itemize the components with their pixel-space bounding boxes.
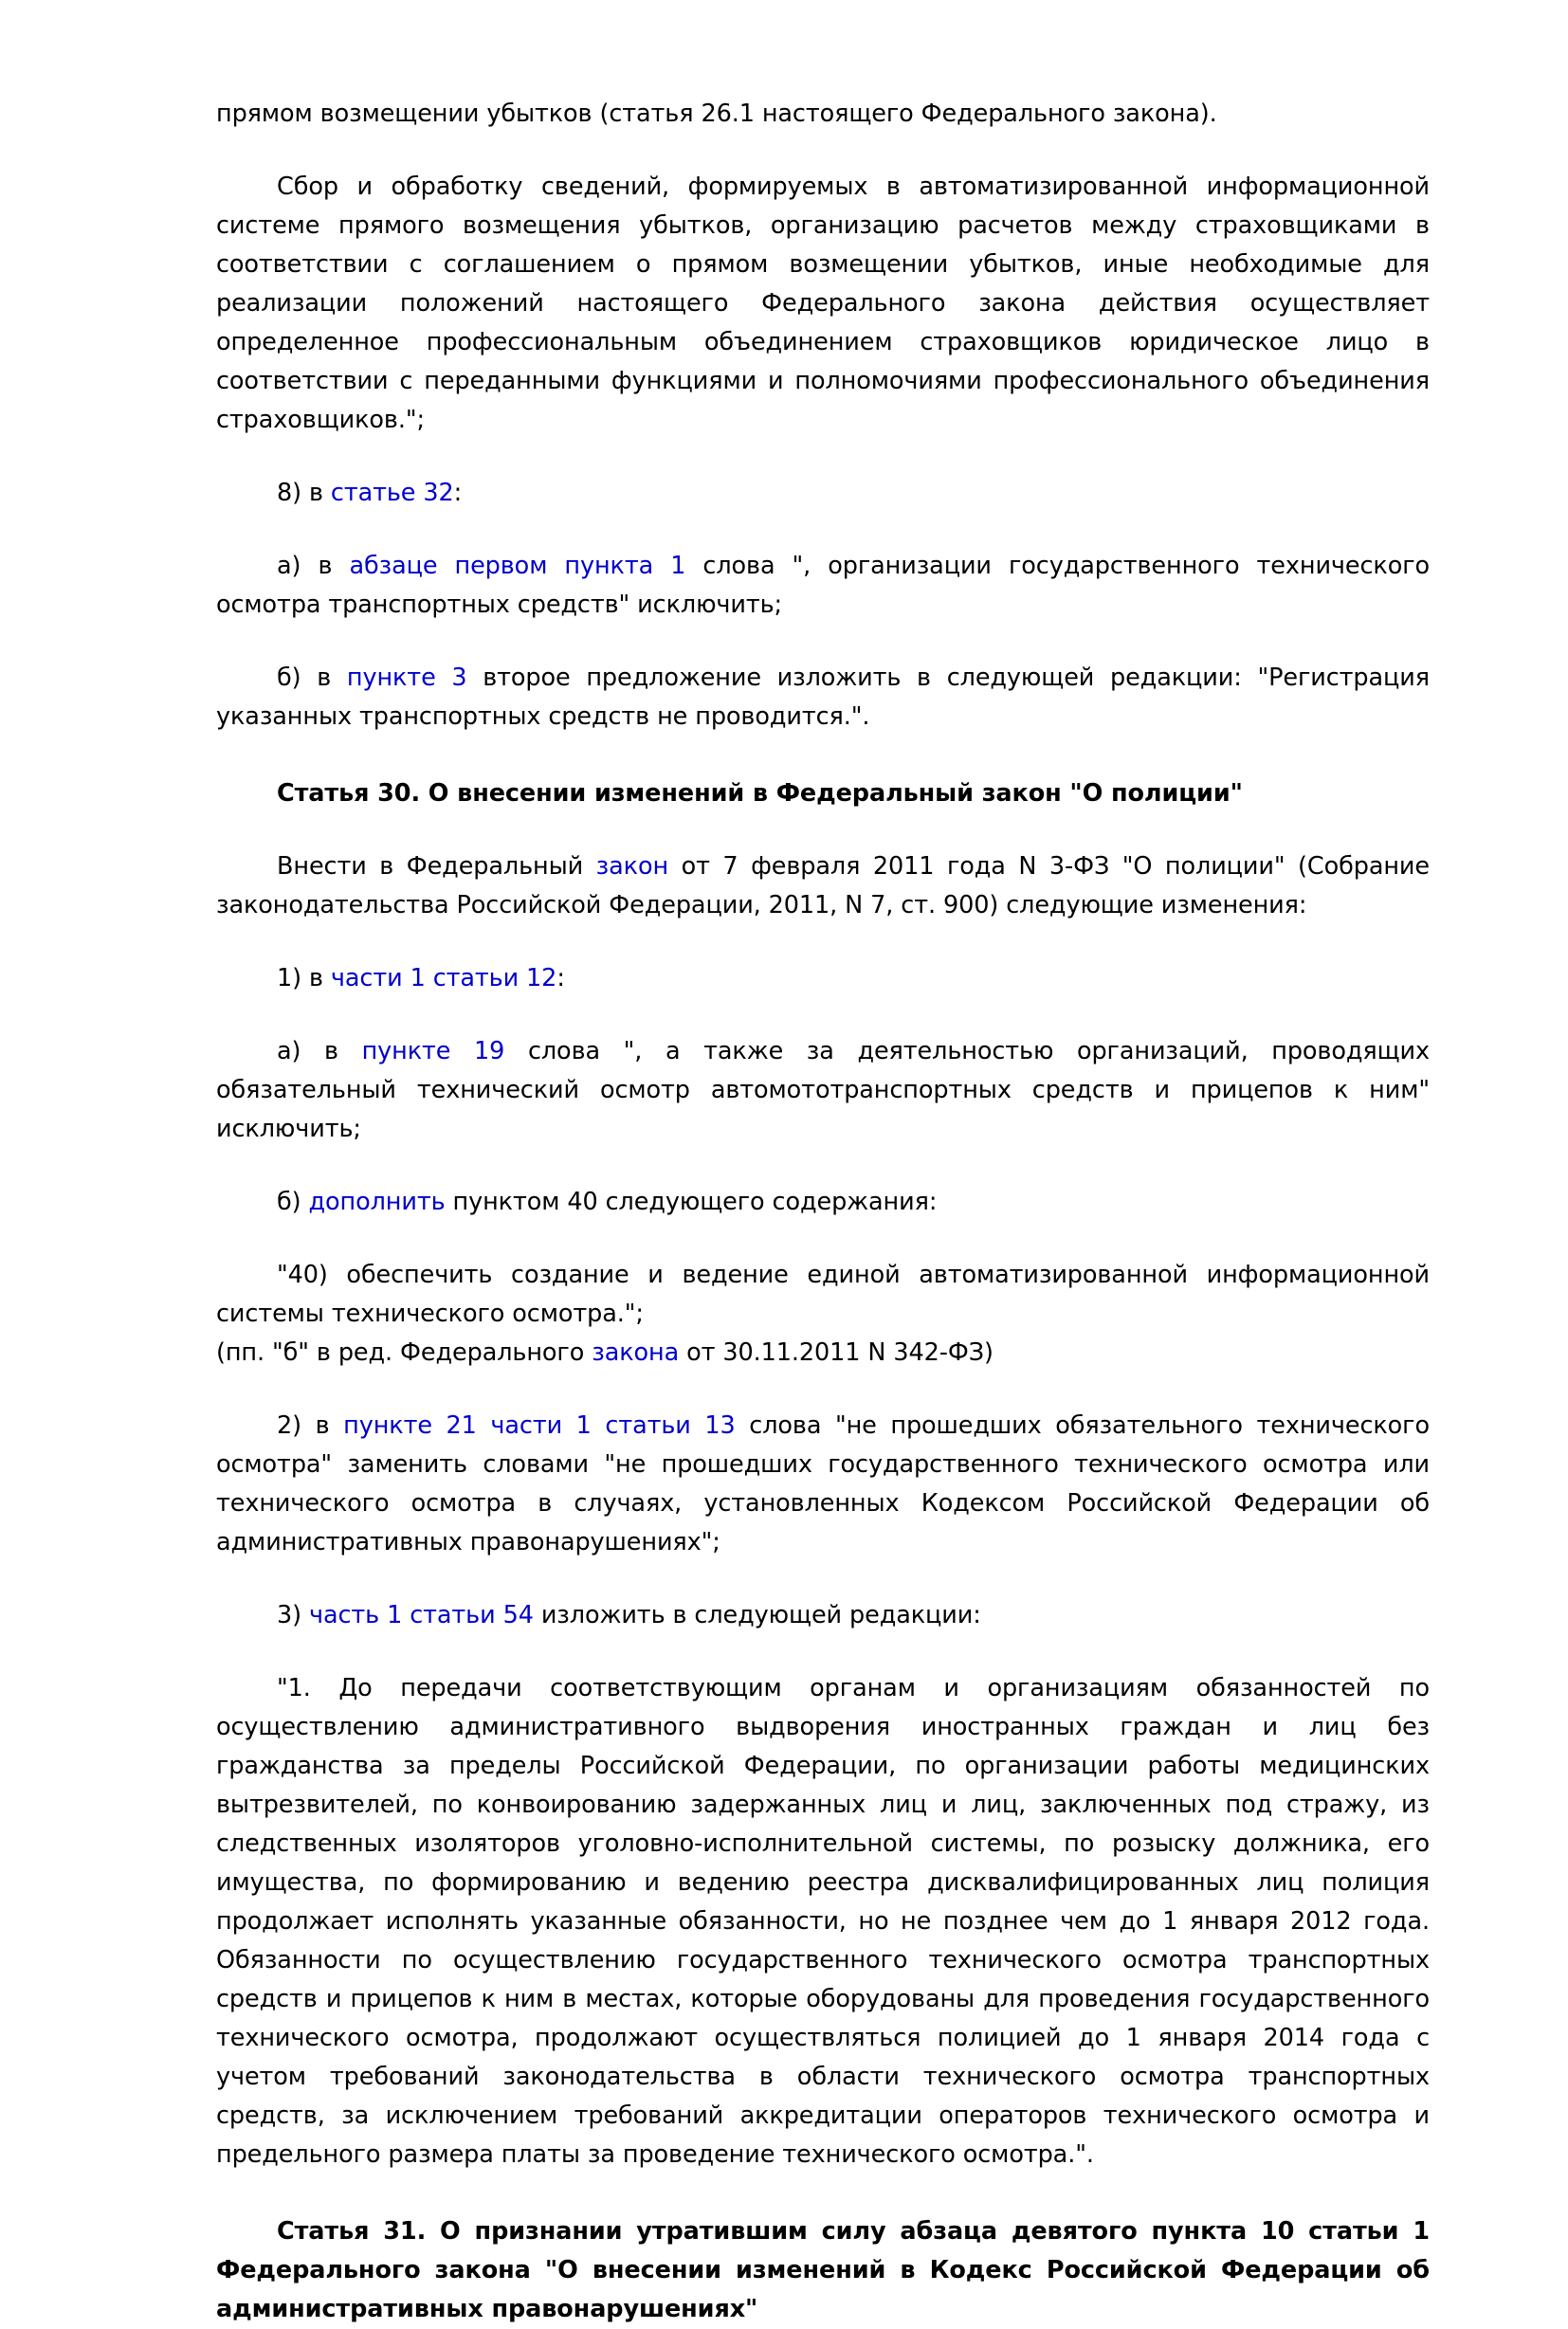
- link-item-3[interactable]: пункте 3: [346, 664, 467, 692]
- list-item-1a: [216, 1032, 1430, 1149]
- list-item-1: [216, 959, 1430, 998]
- list-item-3-prefix: 3): [277, 1601, 309, 1629]
- list-item-2: [216, 1407, 1430, 1562]
- quote-item-40: "40) обеспечить создание и ведение единой автоматизированной информационной системы технического осмотра.";: [216, 1261, 1430, 1328]
- link-item-19[interactable]: пункте 19: [361, 1037, 505, 1065]
- list-item-1-prefix: 1) в: [277, 964, 331, 992]
- list-item-2-prefix: 2) в: [277, 1411, 344, 1440]
- list-item-8: [216, 474, 1430, 513]
- list-item-1b-suffix: пунктом 40 следующего содержания:: [445, 1188, 938, 1216]
- link-federal-law[interactable]: закон: [595, 852, 669, 881]
- list-item-8b: [216, 659, 1430, 737]
- editorial-note-b-suffix: от 30.11.2011 N 342-ФЗ): [679, 1338, 994, 1367]
- quote-part-1-article-54: "1. До передачи соответствующим органам и организациям обязанностей по осуществлению административного выдворения иностранных граждан и лиц без гражданства за пределы Российской Федерации, по организации работы медицинских вытрезвителей, по конвоированию задержанных лиц и лиц, заключенных под стражу, из следственных изоляторов уголовно-исполнительной системы, по розыску должника, его имущества, по формированию и ведению реестра дисквалифицированных лиц полиция продолжает исполнять указанные обязанности, но не позднее чем до 1 января 2012 года. Обязанности по осуществлению государственного технического осмотра транспортных средств и прицепов к ним в местах, которые оборудованы для проведения государственного технического осмотра, продолжают осуществляться полицией до 1 января 2014 года с учетом требований законодательства в области технического осмотра транспортных средств, за исключением требований аккредитации операторов технического осмотра и предельного размера платы за проведение технического осмотра.".: [216, 1674, 1430, 2169]
- link-article-32[interactable]: статье 32: [330, 479, 454, 507]
- list-item-8b-suffix: второе предложение изложить в следующей редакции: "Регистрация указанных транспортных средств не проводится.".: [216, 664, 1430, 731]
- list-item-2-suffix: слова "не прошедших обязательного технического осмотра" заменить словами "не прошедших государственного технического осмотра или технического осмотра в случаях, установленных Кодексом Российской Федерации об административных правонарушениях";: [216, 1411, 1430, 1556]
- paragraph-data-collection: Сбор и обработку сведений, формируемых в автоматизированной информационной системе прямого возмещения убытков, организацию расчетов между страховщиками в соответствии с соглашением о прямом возмещении убытков, иные необходимые для реализации положений настоящего Федерального закона действия осуществляет определенное профессиональным объединением страховщиков юридическое лицо в соответствии с переданными функциями и полномочиями профессионального объединения страховщиков.";: [216, 173, 1430, 434]
- list-item-8b-prefix: б) в: [277, 664, 347, 692]
- editorial-note-b-prefix: (пп. "б" в ред. Федерального: [216, 1338, 593, 1367]
- document-body: [216, 95, 1430, 2329]
- list-item-8a-prefix: а) в: [277, 552, 350, 580]
- list-item-8-suffix: :: [453, 479, 463, 507]
- list-item-1a-suffix: слова ", а также за деятельностью организаций, проводящих обязательный технический осмотр автомототранспортных средств и прицепов к ним" исключить;: [216, 1037, 1430, 1143]
- list-item-3-suffix: изложить в следующей редакции:: [533, 1601, 981, 1629]
- heading-article-31: Статья 31. О признании утратившим силу абзаца девятого пункта 10 статьи 1 Федерального закона "О внесении изменений в Кодекс Российской Федерации об административных правонарушениях": [216, 2217, 1430, 2323]
- link-item-21-part-1-article-13[interactable]: пункте 21 части 1 статьи 13: [343, 1411, 736, 1440]
- list-item-1a-prefix: а) в: [277, 1037, 362, 1065]
- link-paragraph-one-item-1[interactable]: абзаце первом пункта 1: [349, 552, 686, 580]
- list-item-8a: [216, 547, 1430, 625]
- paragraph-amend-intro-suffix: от 7 февраля 2011 года N 3-ФЗ "О полиции" (Собрание законодательства Российской Федерации, 2011, N 7, ст. 900) следующие изменения:: [216, 852, 1430, 919]
- list-item-1b: [216, 1183, 1430, 1222]
- list-item-8-prefix: 8) в: [277, 479, 331, 507]
- heading-article-30: Статья 30. О внесении изменений в Федеральный закон "О полиции": [277, 779, 1243, 808]
- paragraph-continuation: прямом возмещении убытков (статья 26.1 настоящего Федерального закона).: [216, 100, 1217, 128]
- paragraph-amend-intro-prefix: Внести в Федеральный: [277, 852, 596, 881]
- link-part-1-article-12[interactable]: части 1 статьи 12: [330, 964, 557, 992]
- list-item-1b-prefix: б): [277, 1188, 309, 1216]
- editorial-note-b: [216, 1334, 1430, 1373]
- list-item-3: [216, 1596, 1430, 1635]
- list-item-1-suffix: :: [556, 964, 565, 992]
- link-part-1-article-54[interactable]: часть 1 статьи 54: [308, 1601, 534, 1629]
- list-item-8a-suffix: слова ", организации государственного технического осмотра транспортных средств" исключить;: [216, 552, 1430, 619]
- link-supplement[interactable]: дополнить: [308, 1188, 446, 1216]
- paragraph-amend-intro: [216, 847, 1430, 925]
- link-federal-law-342fz[interactable]: закона: [592, 1338, 680, 1367]
